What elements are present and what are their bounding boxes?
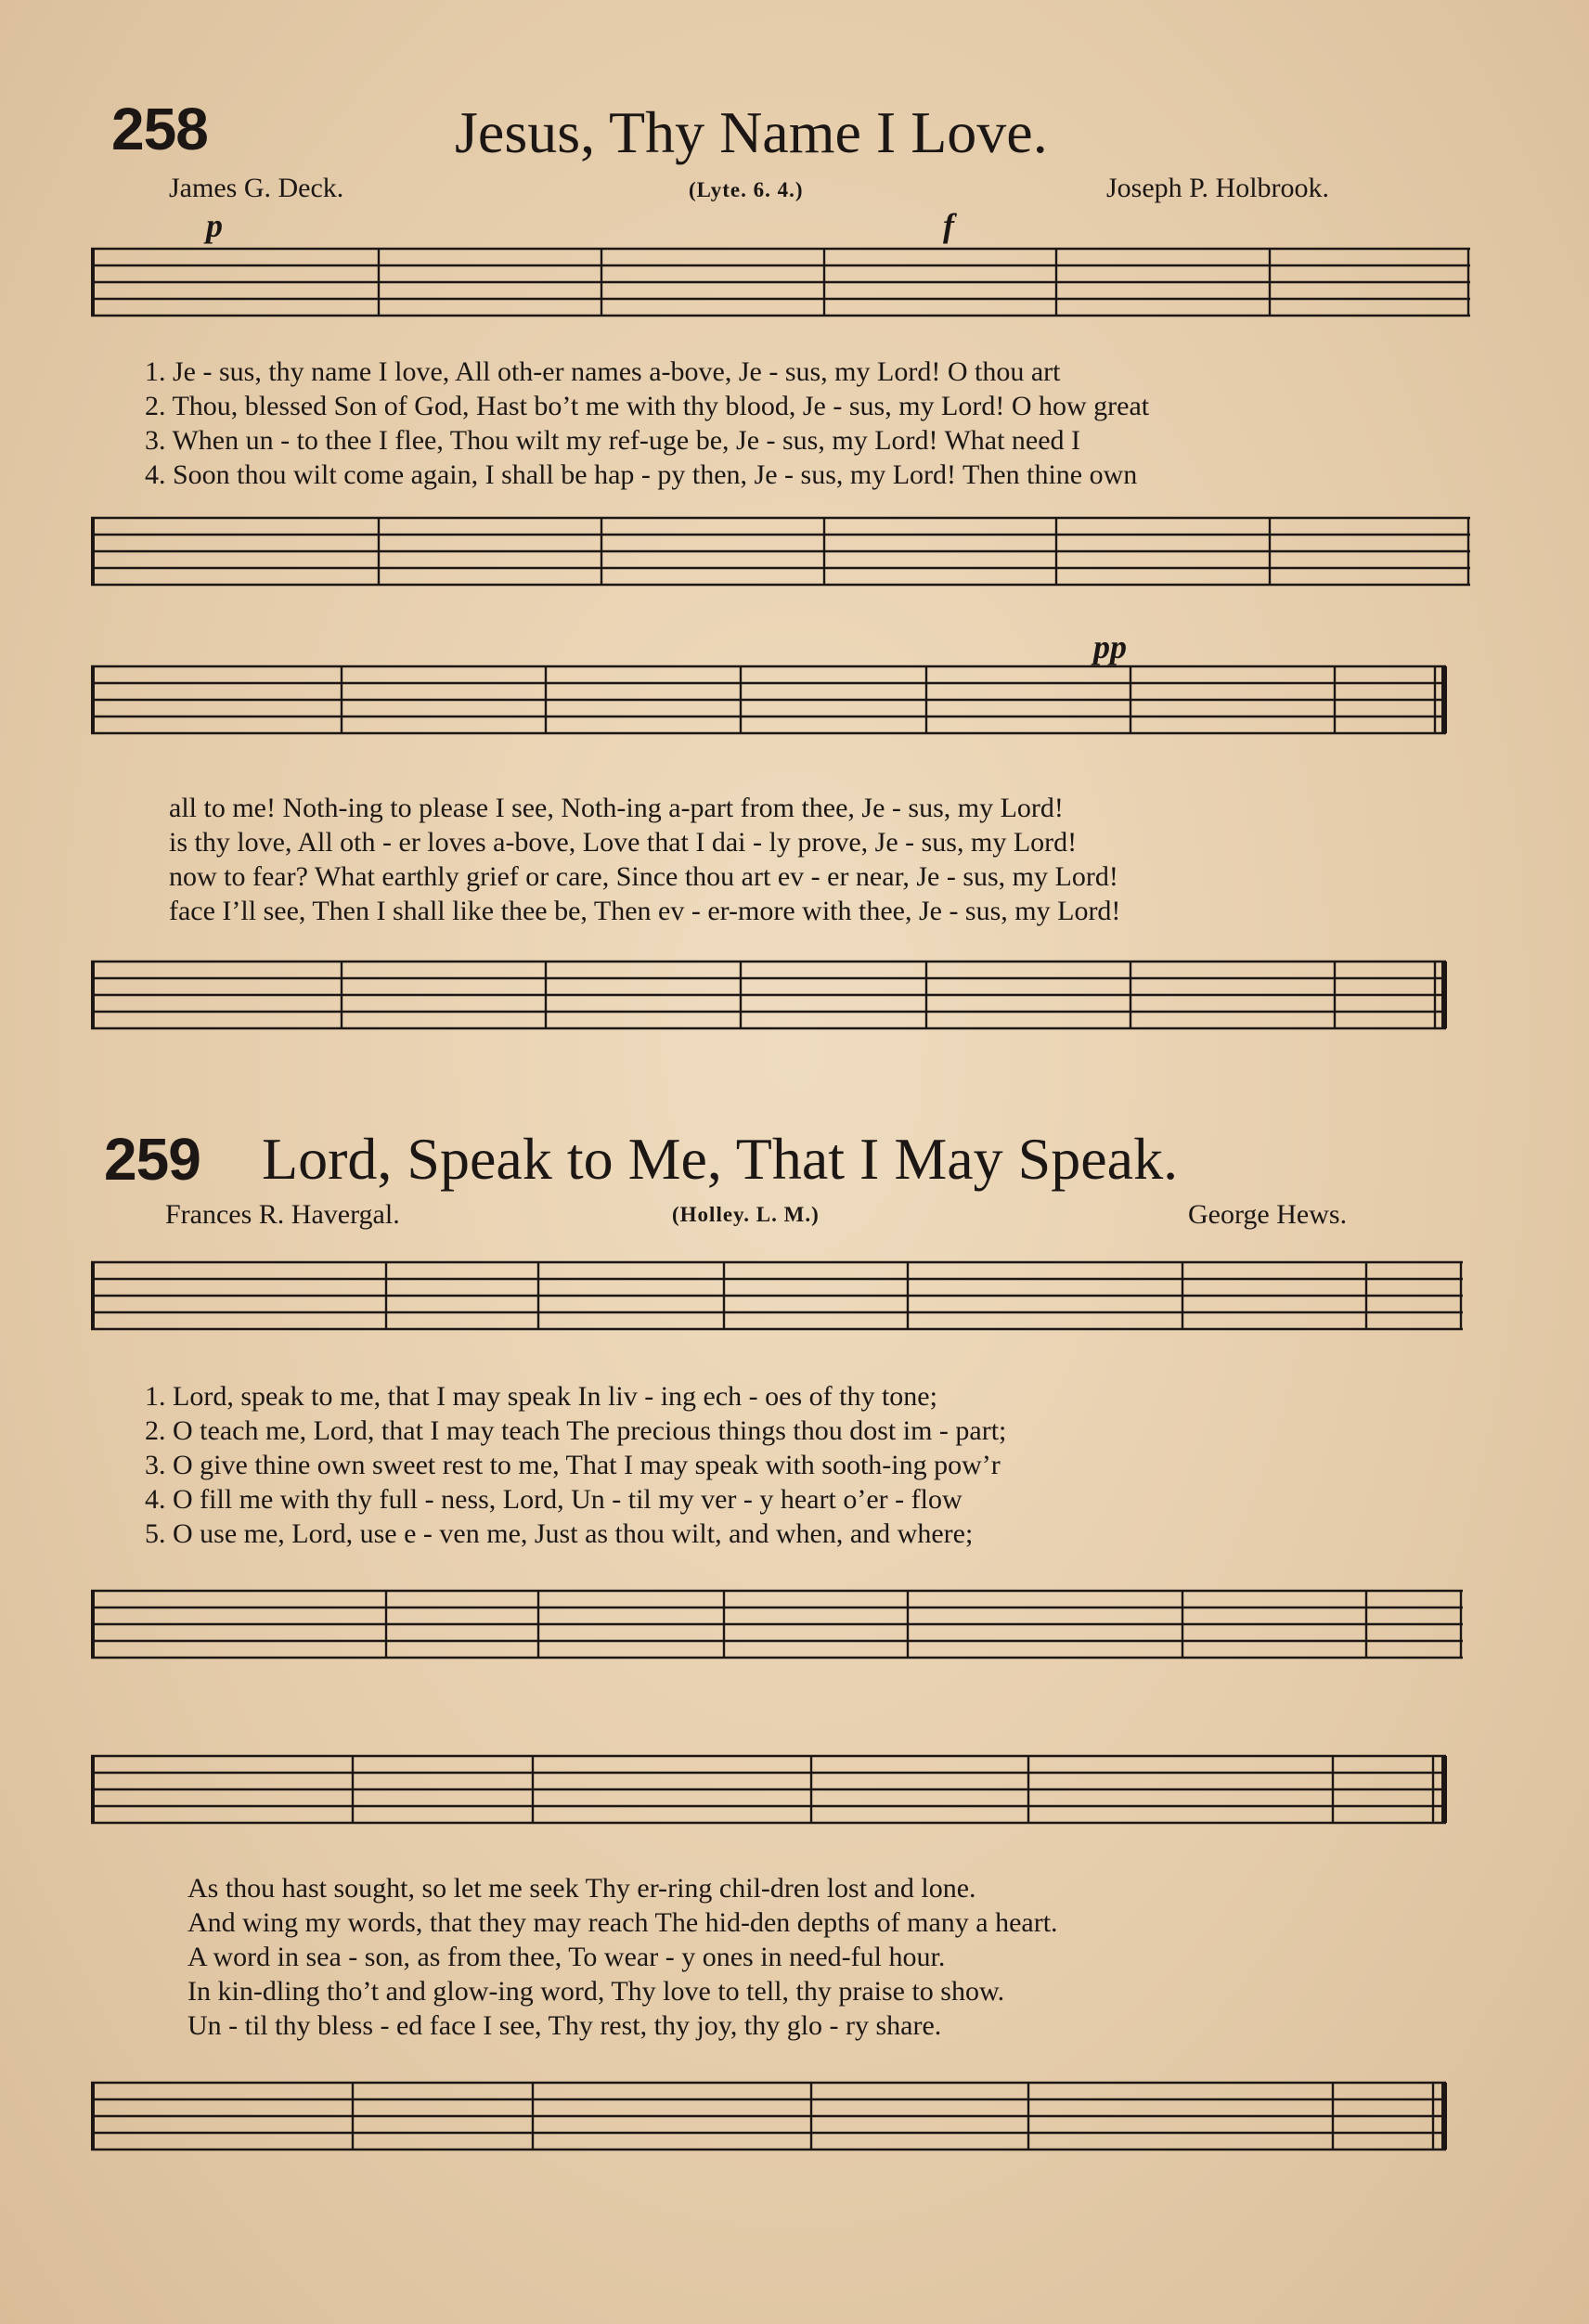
bass-staff — [91, 512, 1474, 596]
verse-line: A word in sea - son, as from thee, To wear - y ones in need-ful hour. — [187, 1942, 946, 1972]
verse-line: is thy love, All oth - er loves a-bove, Love that I dai - ly prove, Je - sus, my Lord! — [169, 827, 1078, 858]
composer-credit: George Hews. — [1188, 1199, 1348, 1230]
treble-staff — [91, 1257, 1474, 1340]
verse-line: 4. O fill me with thy full - ness, Lord, Un - til my ver - y heart o’er - flow — [145, 1484, 962, 1515]
author-credit: Frances R. Havergal. — [165, 1199, 400, 1230]
verse-line: now to fear? What earthly grief or care, Since thou art ev - er near, Je - sus, my Lord! — [169, 861, 1118, 892]
verse-line: 5. O use me, Lord, use e - ven me, Just as thou wilt, and when, and where; — [145, 1518, 974, 1549]
verse-line: 4. Soon thou wilt come again, I shall be hap - py then, Je - sus, my Lord! Then thine own — [145, 459, 1138, 490]
hymn-number: 259 — [104, 1126, 200, 1193]
tune-name: (Lyte. 6. 4.) — [689, 178, 804, 201]
tune-name: (Holley. L. M.) — [672, 1203, 820, 1226]
author-credit: James G. Deck. — [169, 173, 344, 203]
bass-staff — [91, 2077, 1474, 2161]
treble-staff — [91, 1750, 1474, 1834]
verse-line: 3. When un - to thee I flee, Thou wilt my ref-uge be, Je - sus, my Lord! What need I — [145, 425, 1081, 456]
verse-line: face I’ll see, Then I shall like thee be, Then ev - er-more with thee, Je - sus, my Lord! — [169, 896, 1121, 926]
verse-line: 3. O give thine own sweet rest to me, That I may speak with sooth-ing pow’r — [145, 1450, 1001, 1480]
verse-line: 1. Je - sus, thy name I love, All oth-er names a-bove, Je - sus, my Lord! O thou art — [145, 356, 1061, 387]
composer-credit: Joseph P. Holbrook. — [1106, 173, 1330, 203]
verse-line: 2. Thou, blessed Son of God, Hast bo’t me with thy blood, Je - sus, my Lord! O how great — [145, 391, 1150, 421]
verse-line: In kin-dling tho’t and glow-ing word, Thy love to tell, thy praise to show. — [187, 1976, 1005, 2007]
bass-staff — [91, 956, 1474, 1039]
bass-staff — [91, 1585, 1474, 1669]
hymn-number: 258 — [111, 96, 208, 162]
dynamic-marking: f — [943, 207, 954, 244]
verse-line: 2. O teach me, Lord, that I may teach The precious things thou dost im - part; — [145, 1415, 1007, 1446]
verse-line: And wing my words, that they may reach The hid-den depths of many a heart. — [187, 1907, 1058, 1938]
treble-staff — [91, 661, 1474, 744]
hymn-title: Lord, Speak to Me, That I May Speak. — [262, 1126, 1179, 1192]
treble-staff — [91, 243, 1474, 327]
hymn-title: Jesus, Thy Name I Love. — [455, 99, 1048, 165]
verse-line: 1. Lord, speak to me, that I may speak In liv - ing ech - oes of thy tone; — [145, 1381, 937, 1412]
dynamic-marking: pp — [1093, 628, 1127, 665]
verse-line: As thou hast sought, so let me seek Thy er-ring chil-dren lost and lone. — [187, 1873, 976, 1904]
verse-line: all to me! Noth-ing to please I see, Noth-ing a-part from thee, Je - sus, my Lord! — [169, 793, 1064, 823]
dynamic-marking: p — [206, 207, 223, 244]
verse-line: Un - til thy bless - ed face I see, Thy rest, thy joy, thy glo - ry share. — [187, 2010, 942, 2041]
